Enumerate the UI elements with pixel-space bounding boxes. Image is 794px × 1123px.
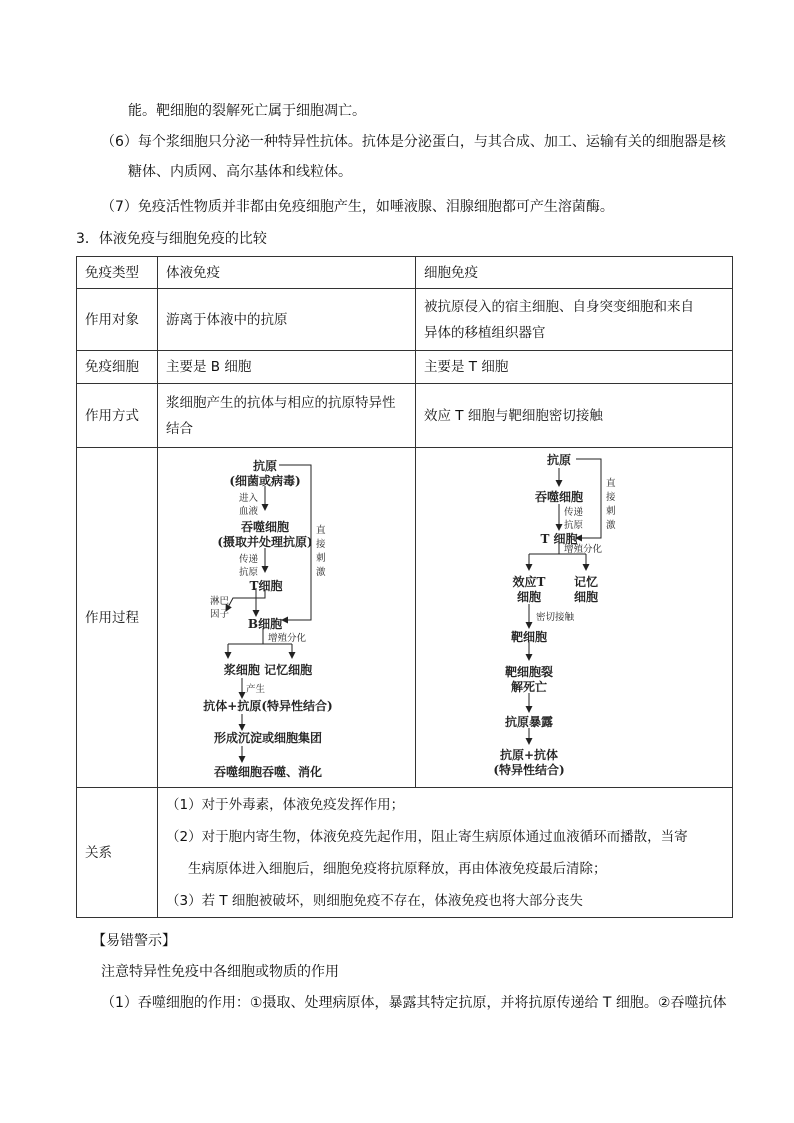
row-label: 作用方式 xyxy=(77,384,158,448)
lysis-label-b: 解死亡 xyxy=(510,680,548,694)
target-cell-label: 靶细胞 xyxy=(510,630,548,644)
lymphokine-b: 因子 xyxy=(210,609,230,620)
row-label: 作用对象 xyxy=(77,289,158,351)
row-label: 关系 xyxy=(77,788,158,918)
proliferate-label: 增殖分化 xyxy=(268,633,307,644)
table-row-process xyxy=(77,448,733,788)
intro-line-1: 能。靶细胞的裂解死亡属于细胞凋亡。 xyxy=(128,103,366,119)
table-row-relation xyxy=(77,788,733,918)
direct-char: 直 xyxy=(316,525,326,536)
section-title: 3．体液免疫与细胞免疫的比较 xyxy=(76,231,267,247)
humoral-diagram xyxy=(158,448,416,788)
header-humoral: 体液免疫 xyxy=(158,257,416,289)
effector-label-a: 效应T xyxy=(512,575,546,589)
cell-cellular: 主要是 T 细胞 xyxy=(416,351,733,384)
proliferate-label: 增殖分化 xyxy=(564,544,603,555)
cell-humoral: 游离于体液中的抗原 xyxy=(158,289,416,351)
intro-item-7: （7）免疫活性物质并非都由免疫细胞产生，如唾液腺、泪腺细胞都可产生溶菌酶。 xyxy=(101,199,614,215)
enter-label: 进入 xyxy=(239,493,259,504)
row-label: 免疫细胞 xyxy=(77,351,158,384)
cellular-diagram xyxy=(416,448,733,788)
phagocyte-label: 吞噬细胞 xyxy=(534,490,584,504)
memory-label-a: 记忆 xyxy=(573,575,599,589)
relation-line: （2）对于胞内寄生物，体液免疫先起作用，阻止寄生病原体通过血液循环而播散，当寄 xyxy=(166,828,688,845)
table-row xyxy=(77,351,733,384)
specific-label: (特异性结合) xyxy=(493,763,565,777)
relation-line: （1）对于外毒素，体液免疫发挥作用； xyxy=(166,796,405,813)
table-header-row xyxy=(77,257,733,289)
cell-line: 异体的移植组织器官 xyxy=(424,324,546,341)
relation-line: 生病原体进入细胞后，细胞免疫将抗原释放，再由体液免疫最后清除； xyxy=(188,860,607,877)
row-label: 作用过程 xyxy=(77,448,158,788)
cell-humoral xyxy=(158,384,416,448)
blood-label: 血液 xyxy=(239,506,259,517)
b-cell-label: B细胞 xyxy=(247,617,283,631)
direct-char: 刺 xyxy=(606,506,616,517)
table-row xyxy=(77,384,733,448)
transmit-label: 传递 xyxy=(564,507,584,518)
antigen-label: 抗原 xyxy=(252,459,278,473)
antigen-label: 抗原 xyxy=(546,453,572,467)
t-cell-label: T 细胞 xyxy=(540,532,578,546)
warning-item-1: （1）吞噬细胞的作用：①摄取、处理病原体，暴露其特定抗原，并将抗原传递给 T 细胞。②吞噬抗体 xyxy=(101,995,727,1011)
cell-line: 结合 xyxy=(166,420,193,437)
relation-cell xyxy=(158,788,733,918)
cellular-flow-svg xyxy=(416,448,732,786)
direct-char: 直 xyxy=(606,478,616,489)
direct-char: 刺 xyxy=(316,553,326,564)
direct-char: 激 xyxy=(606,520,616,531)
lymphokine-a: 淋巴 xyxy=(210,596,230,607)
lysis-label-a: 靶细胞裂 xyxy=(504,665,554,679)
effector-label-b: 细胞 xyxy=(516,590,542,604)
humoral-flow-svg xyxy=(158,448,415,786)
warning-subtitle: 注意特异性免疫中各细胞或物质的作用 xyxy=(101,964,339,980)
header-type: 免疫类型 xyxy=(77,257,158,289)
antibody-antigen-label: 抗体+抗原(特异性结合) xyxy=(203,699,333,713)
header-cellular: 细胞免疫 xyxy=(416,257,733,289)
intro-item-6b: 糖体、内质网、高尔基体和线粒体。 xyxy=(128,164,352,180)
direct-char: 接 xyxy=(606,492,616,503)
direct-char: 激 xyxy=(316,567,326,578)
phagocyte-label: 吞噬细胞 xyxy=(240,520,290,534)
direct-char: 接 xyxy=(316,539,326,550)
relation-line: （3）若 T 细胞被破坏，则细胞免疫不存在，体液免疫也将大部分丧失 xyxy=(166,892,583,909)
cell-line: 浆细胞产生的抗体与相应的抗原特异性 xyxy=(166,394,396,411)
digest-label: 吞噬细胞吞噬、消化 xyxy=(213,765,323,779)
cell-cellular: 效应 T 细胞与靶细胞密切接触 xyxy=(416,384,733,448)
warning-title: 【易错警示】 xyxy=(92,933,176,949)
phagocyte-note: (摄取并处理抗原) xyxy=(217,535,313,549)
antigen-small-label: 抗原 xyxy=(564,520,584,531)
intro-item-6a: （6）每个浆细胞只分泌一种特异性抗体。抗体是分泌蛋白，与其合成、加工、运输有关的细胞器是核 xyxy=(101,134,726,150)
exposed-label: 抗原暴露 xyxy=(504,715,554,729)
produce-label: 产生 xyxy=(246,684,266,695)
memory-label-b: 细胞 xyxy=(573,590,599,604)
antigen-antibody-label: 抗原+抗体 xyxy=(499,748,559,762)
cell-humoral: 主要是 B 细胞 xyxy=(158,351,416,384)
flow-arrow xyxy=(226,590,265,611)
t-cell-label: T细胞 xyxy=(249,579,283,593)
table-row xyxy=(77,289,733,351)
contact-label: 密切接触 xyxy=(536,612,575,623)
precipitate-label: 形成沉淀或细胞集团 xyxy=(213,731,323,745)
antigen-note: (细菌或病毒) xyxy=(229,474,301,488)
cell-cellular xyxy=(416,289,733,351)
plasma-memory-label: 浆细胞 记忆细胞 xyxy=(223,663,313,677)
transmit-label: 传递 xyxy=(239,554,259,565)
cell-line: 被抗原侵入的宿主细胞、自身突变细胞和来自 xyxy=(424,298,694,315)
comparison-table xyxy=(76,256,733,918)
antigen-small-label: 抗原 xyxy=(239,567,259,578)
